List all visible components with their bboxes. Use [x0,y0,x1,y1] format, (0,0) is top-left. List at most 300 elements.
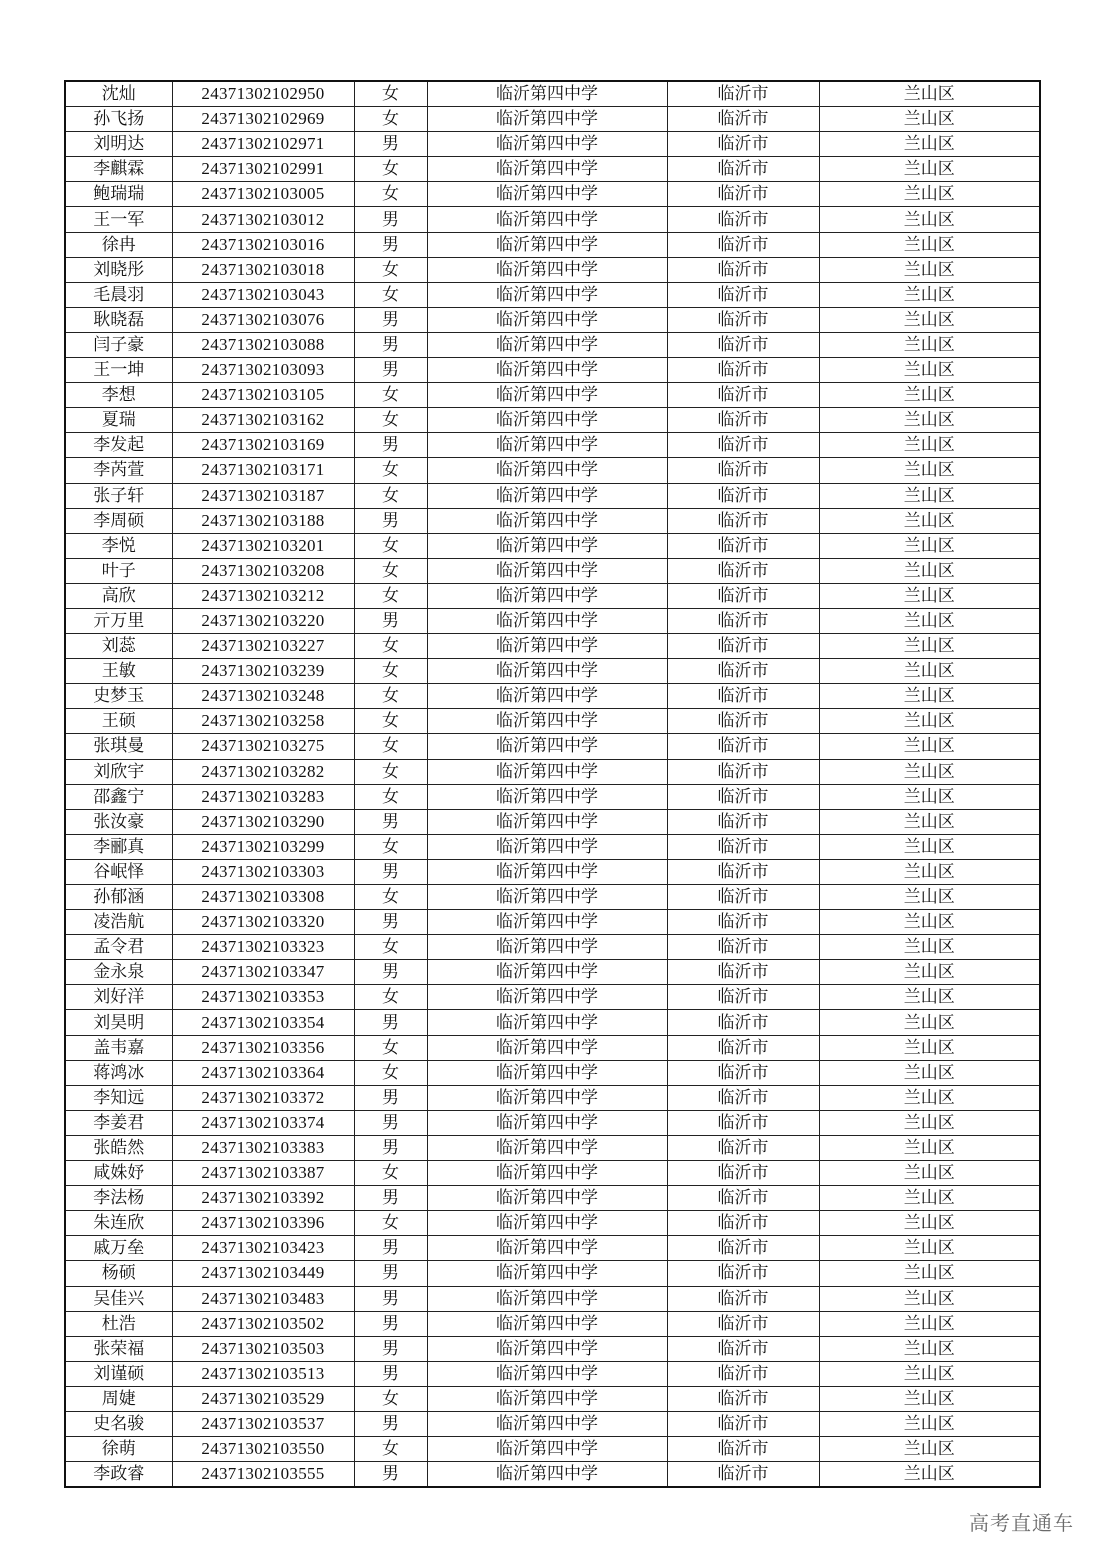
cell-name: 邵鑫宁 [65,784,172,809]
cell-gender: 男 [354,1336,427,1361]
cell-name: 刘昊明 [65,1010,172,1035]
cell-city: 临沂市 [667,960,819,985]
table-row [65,433,1040,458]
cell-school: 临沂第四中学 [427,1437,667,1462]
cell-exam-id: 24371302103353 [172,985,354,1010]
table-row [65,383,1040,408]
cell-school: 临沂第四中学 [427,659,667,684]
cell-district: 兰山区 [819,182,1040,207]
cell-city: 临沂市 [667,634,819,659]
cell-city: 临沂市 [667,257,819,282]
cell-exam-id: 24371302103392 [172,1186,354,1211]
cell-gender: 女 [354,408,427,433]
cell-exam-id: 24371302102950 [172,81,354,107]
cell-city: 临沂市 [667,157,819,182]
cell-city: 临沂市 [667,1411,819,1436]
cell-exam-id: 24371302103354 [172,1010,354,1035]
cell-gender: 男 [354,1010,427,1035]
cell-name: 王硕 [65,709,172,734]
cell-gender: 男 [354,1236,427,1261]
table-row [65,257,1040,282]
cell-district: 兰山区 [819,1386,1040,1411]
cell-name: 刘谨硕 [65,1361,172,1386]
cell-district: 兰山区 [819,232,1040,257]
cell-gender: 女 [354,383,427,408]
cell-school: 临沂第四中学 [427,1462,667,1488]
cell-district: 兰山区 [819,759,1040,784]
cell-exam-id: 24371302103220 [172,608,354,633]
cell-name: 闫子豪 [65,332,172,357]
cell-name: 张琪曼 [65,734,172,759]
table-row [65,132,1040,157]
cell-city: 临沂市 [667,659,819,684]
cell-district: 兰山区 [819,1085,1040,1110]
cell-gender: 女 [354,634,427,659]
cell-city: 临沂市 [667,1311,819,1336]
table-row [65,935,1040,960]
cell-exam-id: 24371302103320 [172,910,354,935]
cell-exam-id: 24371302103043 [172,282,354,307]
cell-city: 临沂市 [667,910,819,935]
cell-name: 朱连欣 [65,1211,172,1236]
cell-school: 临沂第四中学 [427,608,667,633]
cell-city: 临沂市 [667,1261,819,1286]
cell-city: 临沂市 [667,1462,819,1488]
cell-exam-id: 24371302103208 [172,558,354,583]
cell-exam-id: 24371302103258 [172,709,354,734]
table-row [65,759,1040,784]
cell-district: 兰山区 [819,608,1040,633]
cell-exam-id: 24371302103550 [172,1437,354,1462]
cell-name: 李麒霖 [65,157,172,182]
cell-city: 临沂市 [667,608,819,633]
cell-district: 兰山区 [819,408,1040,433]
cell-district: 兰山区 [819,1110,1040,1135]
cell-name: 叶子 [65,558,172,583]
cell-school: 临沂第四中学 [427,809,667,834]
cell-gender: 女 [354,81,427,107]
table-row [65,1186,1040,1211]
cell-district: 兰山区 [819,859,1040,884]
cell-exam-id: 24371302103502 [172,1311,354,1336]
cell-school: 临沂第四中学 [427,182,667,207]
cell-gender: 男 [354,1462,427,1488]
cell-district: 兰山区 [819,458,1040,483]
cell-city: 临沂市 [667,282,819,307]
table-row [65,483,1040,508]
cell-city: 临沂市 [667,508,819,533]
cell-exam-id: 24371302103356 [172,1035,354,1060]
cell-city: 临沂市 [667,859,819,884]
cell-city: 临沂市 [667,558,819,583]
cell-district: 兰山区 [819,1135,1040,1160]
cell-district: 兰山区 [819,132,1040,157]
cell-exam-id: 24371302103483 [172,1286,354,1311]
cell-school: 临沂第四中学 [427,1361,667,1386]
cell-name: 李知远 [65,1085,172,1110]
cell-district: 兰山区 [819,433,1040,458]
cell-name: 徐萌 [65,1437,172,1462]
cell-district: 兰山区 [819,809,1040,834]
cell-district: 兰山区 [819,1261,1040,1286]
table-row [65,358,1040,383]
cell-gender: 男 [354,132,427,157]
cell-city: 临沂市 [667,107,819,132]
cell-school: 临沂第四中学 [427,1411,667,1436]
cell-gender: 女 [354,157,427,182]
cell-gender: 男 [354,207,427,232]
table-row [65,408,1040,433]
cell-school: 临沂第四中学 [427,1085,667,1110]
table-row [65,834,1040,859]
cell-city: 临沂市 [667,1236,819,1261]
cell-city: 临沂市 [667,332,819,357]
cell-gender: 男 [354,809,427,834]
cell-school: 临沂第四中学 [427,910,667,935]
cell-gender: 女 [354,659,427,684]
cell-gender: 女 [354,1211,427,1236]
cell-name: 李法杨 [65,1186,172,1211]
cell-school: 临沂第四中学 [427,558,667,583]
cell-gender: 男 [354,1311,427,1336]
table-row [65,307,1040,332]
cell-district: 兰山区 [819,1286,1040,1311]
cell-name: 杨硕 [65,1261,172,1286]
cell-exam-id: 24371302103290 [172,809,354,834]
cell-district: 兰山区 [819,885,1040,910]
cell-city: 临沂市 [667,1361,819,1386]
cell-city: 临沂市 [667,408,819,433]
cell-school: 临沂第四中学 [427,1336,667,1361]
cell-name: 高欣 [65,583,172,608]
cell-name: 张荣福 [65,1336,172,1361]
table-row [65,1311,1040,1336]
cell-city: 临沂市 [667,81,819,107]
cell-district: 兰山区 [819,533,1040,558]
cell-name: 戚万垒 [65,1236,172,1261]
table-row [65,1236,1040,1261]
cell-exam-id: 24371302103239 [172,659,354,684]
cell-exam-id: 24371302103212 [172,583,354,608]
cell-school: 临沂第四中学 [427,634,667,659]
cell-exam-id: 24371302103018 [172,257,354,282]
cell-name: 吴佳兴 [65,1286,172,1311]
cell-exam-id: 24371302103282 [172,759,354,784]
cell-name: 李想 [65,383,172,408]
cell-city: 临沂市 [667,1336,819,1361]
cell-district: 兰山区 [819,1361,1040,1386]
cell-district: 兰山区 [819,659,1040,684]
cell-city: 临沂市 [667,1186,819,1211]
cell-name: 张子轩 [65,483,172,508]
table-row [65,533,1040,558]
cell-district: 兰山区 [819,81,1040,107]
cell-district: 兰山区 [819,107,1040,132]
cell-school: 临沂第四中学 [427,859,667,884]
cell-exam-id: 24371302103275 [172,734,354,759]
cell-city: 临沂市 [667,383,819,408]
cell-exam-id: 24371302103529 [172,1386,354,1411]
cell-district: 兰山区 [819,684,1040,709]
table-row [65,859,1040,884]
cell-city: 临沂市 [667,307,819,332]
table-row [65,232,1040,257]
cell-exam-id: 24371302103374 [172,1110,354,1135]
cell-city: 临沂市 [667,433,819,458]
cell-gender: 女 [354,257,427,282]
table-row [65,985,1040,1010]
cell-district: 兰山区 [819,960,1040,985]
table-row [65,709,1040,734]
cell-city: 临沂市 [667,1110,819,1135]
cell-school: 临沂第四中学 [427,1060,667,1085]
cell-city: 临沂市 [667,1211,819,1236]
cell-name: 鲍瑞瑞 [65,182,172,207]
cell-city: 临沂市 [667,1035,819,1060]
table-row [65,1035,1040,1060]
cell-gender: 男 [354,232,427,257]
cell-school: 临沂第四中学 [427,583,667,608]
cell-district: 兰山区 [819,282,1040,307]
table-row [65,1161,1040,1186]
cell-district: 兰山区 [819,1035,1040,1060]
cell-city: 临沂市 [667,182,819,207]
cell-name: 王一坤 [65,358,172,383]
cell-district: 兰山区 [819,935,1040,960]
cell-city: 临沂市 [667,985,819,1010]
cell-city: 临沂市 [667,734,819,759]
cell-exam-id: 24371302103372 [172,1085,354,1110]
table-row [65,1261,1040,1286]
cell-name: 凌浩航 [65,910,172,935]
cell-school: 临沂第四中学 [427,1161,667,1186]
cell-school: 临沂第四中学 [427,1110,667,1135]
cell-district: 兰山区 [819,1161,1040,1186]
cell-school: 临沂第四中学 [427,433,667,458]
cell-district: 兰山区 [819,307,1040,332]
cell-name: 孙飞扬 [65,107,172,132]
cell-district: 兰山区 [819,207,1040,232]
cell-name: 张皓然 [65,1135,172,1160]
cell-gender: 女 [354,834,427,859]
cell-exam-id: 24371302103162 [172,408,354,433]
cell-school: 临沂第四中学 [427,1311,667,1336]
table-row [65,458,1040,483]
table-row [65,1361,1040,1386]
cell-district: 兰山区 [819,508,1040,533]
cell-exam-id: 24371302103248 [172,684,354,709]
table-row [65,81,1040,107]
cell-exam-id: 24371302103088 [172,332,354,357]
table-row [65,1085,1040,1110]
cell-exam-id: 24371302103016 [172,232,354,257]
cell-exam-id: 24371302103387 [172,1161,354,1186]
cell-name: 刘好洋 [65,985,172,1010]
table-row [65,634,1040,659]
cell-district: 兰山区 [819,1010,1040,1035]
cell-district: 兰山区 [819,734,1040,759]
cell-gender: 男 [354,358,427,383]
cell-exam-id: 24371302103449 [172,1261,354,1286]
cell-exam-id: 24371302103005 [172,182,354,207]
cell-city: 临沂市 [667,759,819,784]
cell-name: 李芮萱 [65,458,172,483]
cell-name: 蒋鸿冰 [65,1060,172,1085]
cell-exam-id: 24371302103012 [172,207,354,232]
cell-district: 兰山区 [819,483,1040,508]
cell-gender: 女 [354,1437,427,1462]
cell-district: 兰山区 [819,1311,1040,1336]
cell-exam-id: 24371302103201 [172,533,354,558]
table-row [65,1437,1040,1462]
cell-name: 刘明达 [65,132,172,157]
cell-district: 兰山区 [819,1060,1040,1085]
cell-name: 李周硕 [65,508,172,533]
cell-city: 临沂市 [667,935,819,960]
cell-name: 刘欣宇 [65,759,172,784]
cell-name: 孙郁涵 [65,885,172,910]
cell-exam-id: 24371302103227 [172,634,354,659]
cell-gender: 女 [354,1161,427,1186]
cell-gender: 男 [354,307,427,332]
cell-gender: 男 [354,332,427,357]
cell-name: 王敏 [65,659,172,684]
cell-gender: 女 [354,182,427,207]
cell-gender: 男 [354,508,427,533]
table-row [65,182,1040,207]
cell-school: 临沂第四中学 [427,834,667,859]
cell-gender: 女 [354,759,427,784]
cell-exam-id: 24371302103188 [172,508,354,533]
cell-school: 临沂第四中学 [427,132,667,157]
cell-city: 临沂市 [667,834,819,859]
cell-name: 刘蕊 [65,634,172,659]
cell-gender: 女 [354,709,427,734]
cell-exam-id: 24371302102971 [172,132,354,157]
cell-school: 临沂第四中学 [427,684,667,709]
cell-name: 沈灿 [65,81,172,107]
table-row [65,508,1040,533]
table-row [65,107,1040,132]
cell-gender: 男 [354,859,427,884]
table-row [65,157,1040,182]
cell-school: 临沂第四中学 [427,107,667,132]
cell-gender: 女 [354,885,427,910]
cell-district: 兰山区 [819,1236,1040,1261]
cell-district: 兰山区 [819,709,1040,734]
cell-gender: 男 [354,1110,427,1135]
cell-district: 兰山区 [819,985,1040,1010]
cell-school: 临沂第四中学 [427,1386,667,1411]
cell-exam-id: 24371302103396 [172,1211,354,1236]
cell-school: 临沂第四中学 [427,1010,667,1035]
table-row [65,809,1040,834]
cell-school: 临沂第四中学 [427,533,667,558]
cell-name: 史名骏 [65,1411,172,1436]
cell-name: 毛晨羽 [65,282,172,307]
table-row [65,207,1040,232]
cell-exam-id: 24371302103303 [172,859,354,884]
cell-school: 临沂第四中学 [427,985,667,1010]
cell-name: 耿晓磊 [65,307,172,332]
cell-city: 临沂市 [667,709,819,734]
cell-city: 临沂市 [667,1161,819,1186]
cell-name: 王一军 [65,207,172,232]
cell-exam-id: 24371302103283 [172,784,354,809]
cell-district: 兰山区 [819,332,1040,357]
cell-gender: 女 [354,1035,427,1060]
cell-district: 兰山区 [819,358,1040,383]
cell-school: 临沂第四中学 [427,1261,667,1286]
table-row [65,1135,1040,1160]
cell-name: 咸姝妤 [65,1161,172,1186]
table-row [65,1110,1040,1135]
cell-city: 临沂市 [667,684,819,709]
cell-city: 临沂市 [667,809,819,834]
cell-exam-id: 24371302103503 [172,1336,354,1361]
cell-school: 临沂第四中学 [427,1211,667,1236]
cell-district: 兰山区 [819,383,1040,408]
cell-city: 临沂市 [667,1437,819,1462]
table-row [65,910,1040,935]
cell-gender: 男 [354,1361,427,1386]
cell-name: 史梦玉 [65,684,172,709]
cell-district: 兰山区 [819,1336,1040,1361]
cell-city: 临沂市 [667,232,819,257]
cell-city: 临沂市 [667,458,819,483]
table-body [65,81,1040,1487]
table-row [65,1336,1040,1361]
cell-city: 临沂市 [667,1085,819,1110]
cell-city: 临沂市 [667,885,819,910]
table-row [65,558,1040,583]
cell-exam-id: 24371302103105 [172,383,354,408]
cell-school: 临沂第四中学 [427,734,667,759]
cell-district: 兰山区 [819,583,1040,608]
cell-district: 兰山区 [819,257,1040,282]
cell-gender: 男 [354,1286,427,1311]
cell-city: 临沂市 [667,583,819,608]
cell-city: 临沂市 [667,483,819,508]
cell-exam-id: 24371302103423 [172,1236,354,1261]
cell-exam-id: 24371302103093 [172,358,354,383]
cell-name: 亓万里 [65,608,172,633]
table-row [65,332,1040,357]
cell-school: 临沂第四中学 [427,960,667,985]
cell-city: 临沂市 [667,1010,819,1035]
cell-gender: 女 [354,107,427,132]
cell-school: 临沂第四中学 [427,784,667,809]
cell-name: 李发起 [65,433,172,458]
table-row [65,1386,1040,1411]
cell-gender: 女 [354,784,427,809]
table-row [65,1060,1040,1085]
cell-gender: 女 [354,533,427,558]
table-row [65,684,1040,709]
cell-gender: 男 [354,1085,427,1110]
source-watermark: 高考直通车 [969,1511,1074,1535]
cell-name: 金永泉 [65,960,172,985]
cell-city: 临沂市 [667,533,819,558]
cell-exam-id: 24371302102969 [172,107,354,132]
cell-district: 兰山区 [819,634,1040,659]
cell-gender: 女 [354,1060,427,1085]
cell-gender: 男 [354,608,427,633]
cell-district: 兰山区 [819,1462,1040,1488]
cell-exam-id: 24371302103555 [172,1462,354,1488]
cell-district: 兰山区 [819,910,1040,935]
cell-gender: 男 [354,1261,427,1286]
